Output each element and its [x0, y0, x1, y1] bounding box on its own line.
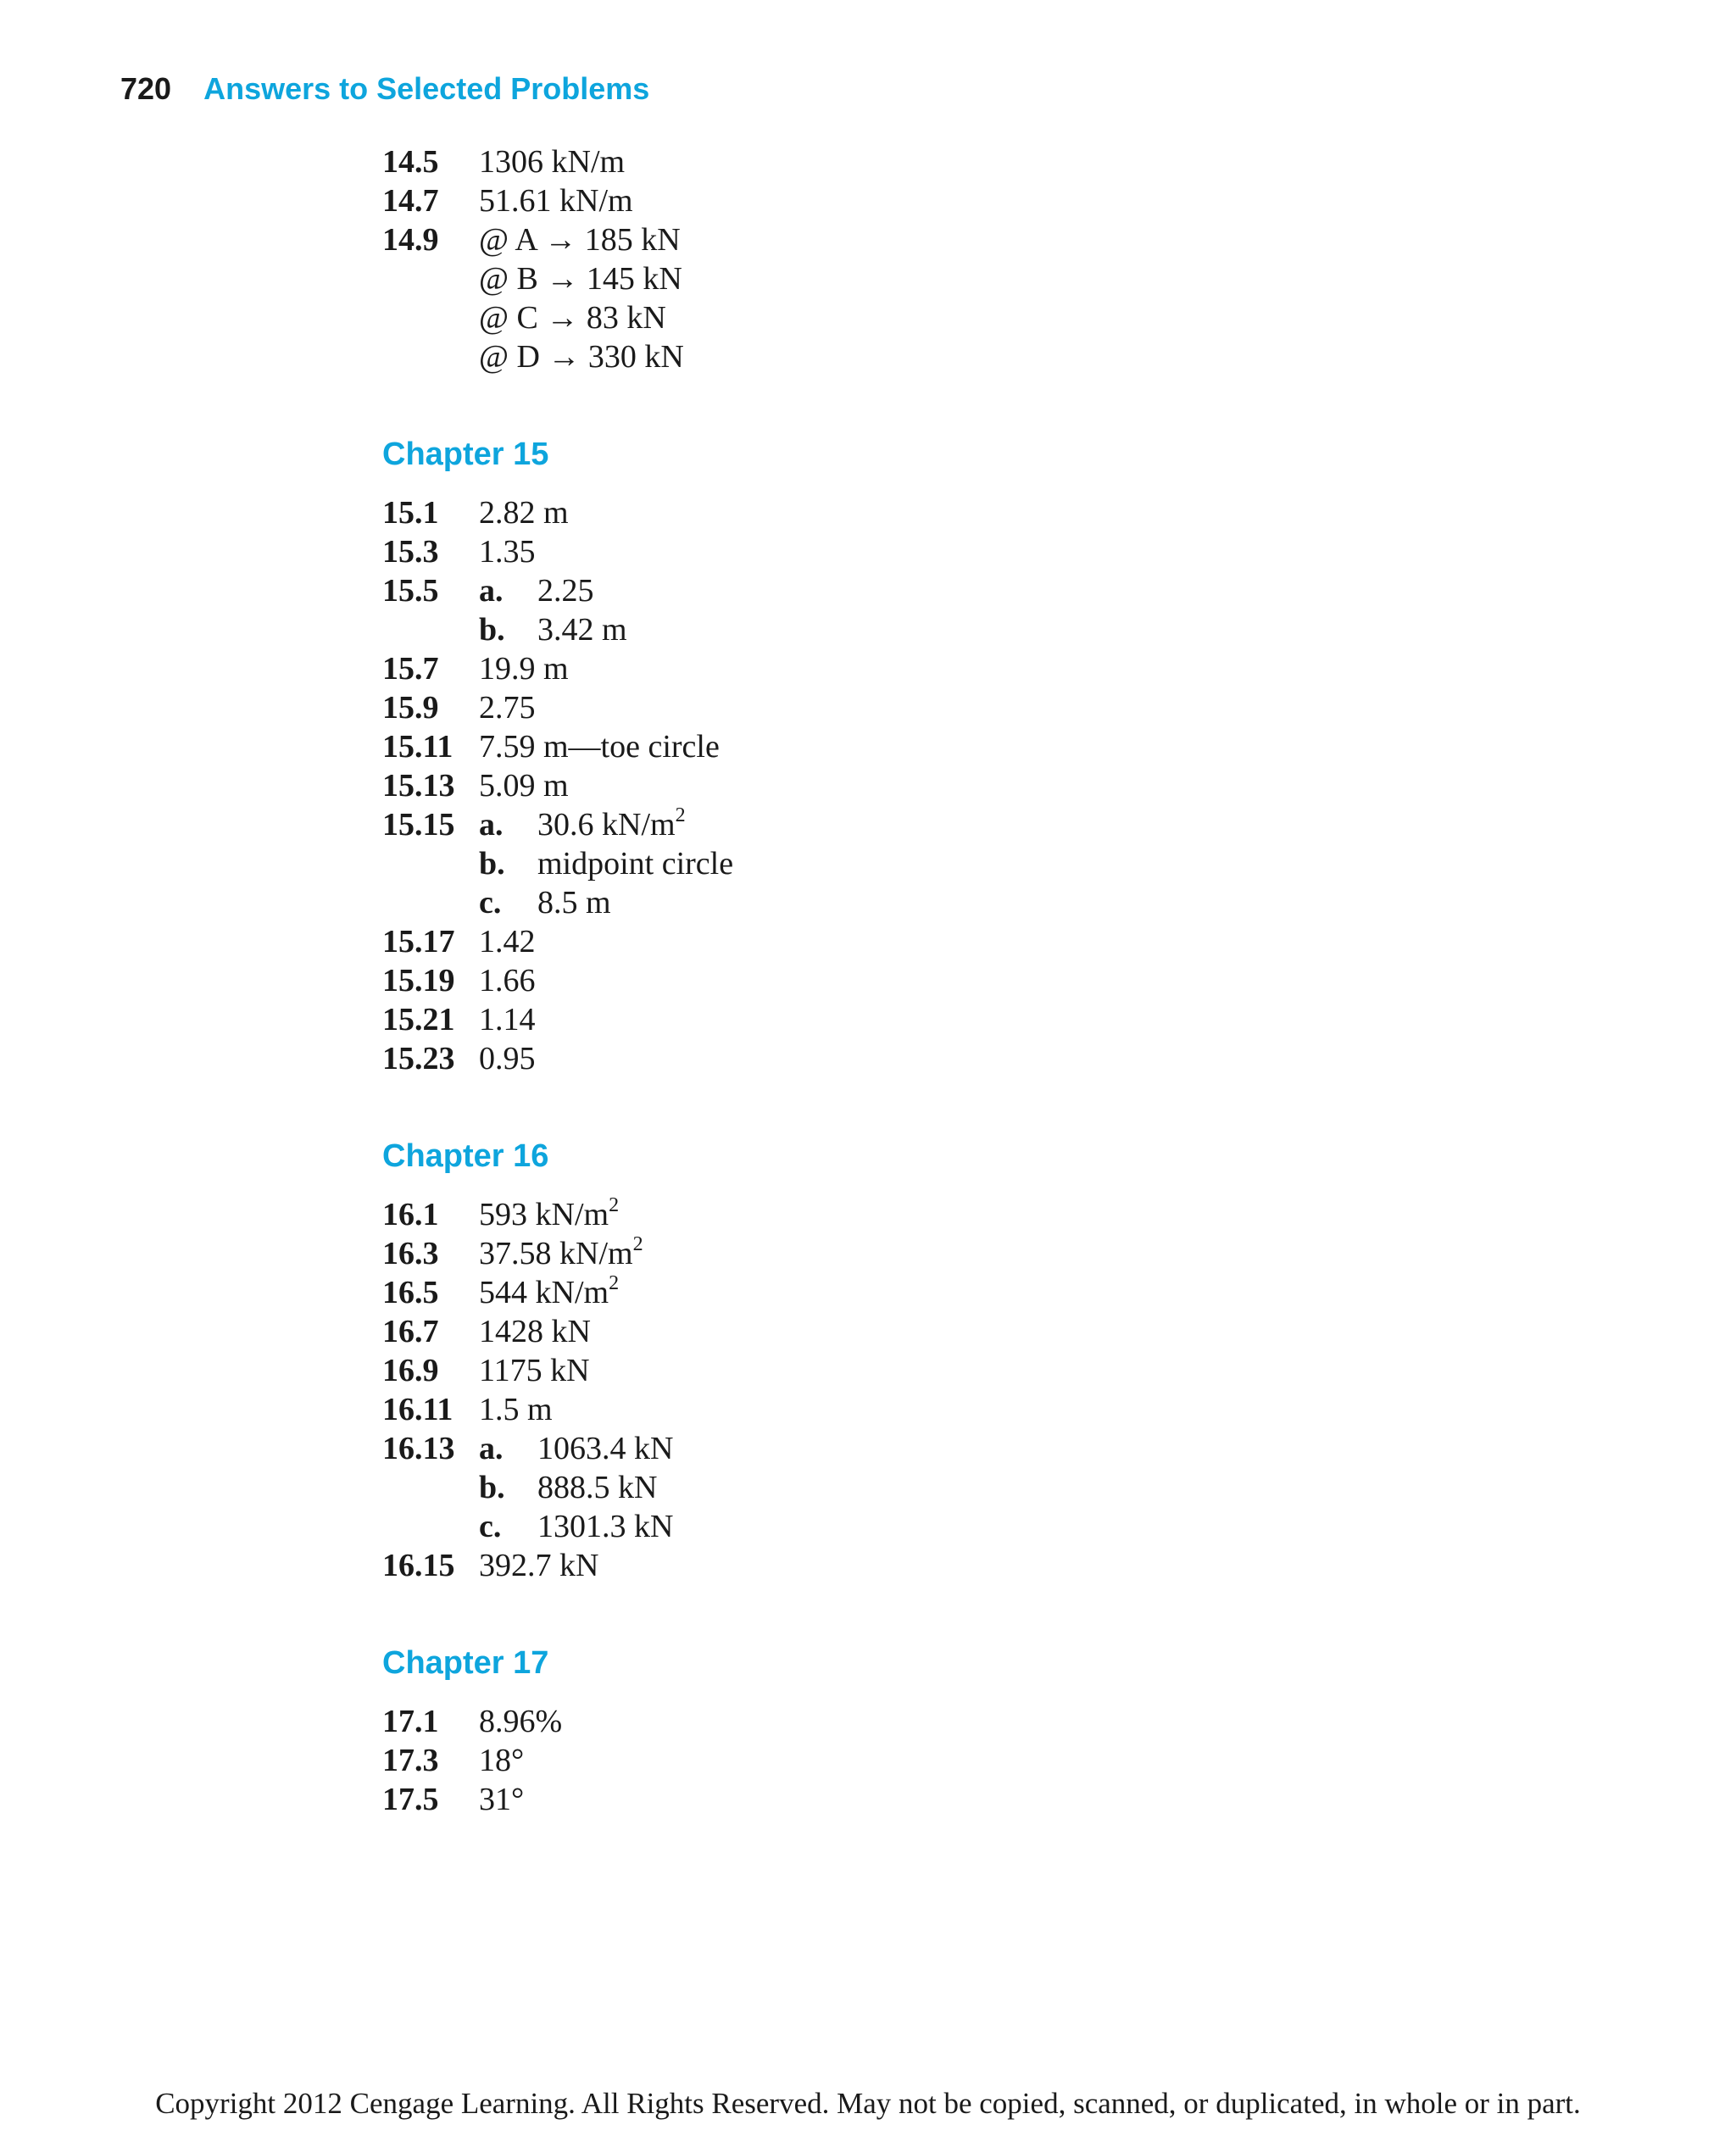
chapter-heading: Chapter 17 — [382, 1645, 549, 1681]
answer-value — [537, 844, 733, 883]
section-spacer — [382, 1078, 1569, 1134]
answer-row — [382, 922, 1569, 961]
answer-value — [479, 961, 536, 1000]
answer-value — [537, 571, 594, 610]
answer-value — [479, 1702, 562, 1741]
answer-value-text: 3.42 m — [537, 612, 627, 648]
answer-value-text: 1.14 — [479, 1002, 536, 1037]
answer-value — [537, 1468, 657, 1507]
answer-value — [479, 1780, 524, 1819]
answer-value — [479, 1000, 536, 1039]
answer-value-text: 8.5 m — [537, 885, 611, 921]
answer-value-text: 51.61 kN/m — [479, 183, 633, 219]
answer-value — [479, 1195, 619, 1234]
answer-value-text: 888.5 kN — [537, 1470, 658, 1505]
answer-value-text: 1428 kN — [479, 1314, 591, 1349]
answer-value-text: 593 kN/m — [479, 1197, 609, 1232]
answer-row — [382, 337, 1569, 376]
answer-value-text: @ B → 145 kN — [479, 261, 682, 297]
answer-value-text: 2.25 — [537, 573, 594, 609]
answer-value — [537, 1429, 673, 1468]
answer-value — [479, 1234, 643, 1273]
problem-number: 15.21 — [382, 1002, 455, 1037]
problem-number: 16.5 — [382, 1275, 439, 1310]
superscript: 2 — [632, 1233, 643, 1256]
answer-row — [382, 727, 1569, 766]
answer-value-text: 1063.4 kN — [537, 1431, 674, 1466]
sub-part-label: b. — [479, 846, 505, 882]
answer-value-text: midpoint circle — [537, 846, 734, 882]
answer-value-text: @ A → 185 kN — [479, 222, 681, 258]
problem-number: 16.9 — [382, 1353, 439, 1388]
problem-number: 15.3 — [382, 534, 439, 570]
answer-value — [479, 1312, 591, 1351]
answer-value — [479, 1273, 619, 1312]
answer-value — [537, 805, 686, 844]
section-spacer — [382, 376, 1569, 432]
problem-number: 15.11 — [382, 729, 453, 765]
superscript: 2 — [609, 1194, 620, 1217]
answer-value-text: 1.5 m — [479, 1392, 553, 1427]
running-head — [120, 71, 649, 114]
problem-number: 15.5 — [382, 573, 439, 609]
problem-number: 15.19 — [382, 963, 455, 998]
chapter-heading: Chapter 15 — [382, 437, 549, 472]
answer-row — [382, 649, 1569, 688]
answer-value-text: 7.59 m—toe circle — [479, 729, 720, 765]
answer-value — [537, 610, 627, 649]
answer-row — [382, 1390, 1569, 1429]
answer-value — [479, 727, 720, 766]
answer-value-text: 1301.3 kN — [537, 1509, 674, 1544]
answer-row — [382, 1546, 1569, 1585]
answer-value — [479, 181, 633, 220]
answer-list — [382, 493, 1569, 1078]
answer-value — [479, 688, 536, 727]
problem-number: 16.15 — [382, 1548, 455, 1583]
answer-row — [382, 1429, 1569, 1468]
answer-value — [537, 883, 611, 922]
problem-number: 15.9 — [382, 690, 439, 726]
answer-value-text: 544 kN/m — [479, 1275, 609, 1310]
answer-row — [382, 883, 1569, 922]
answer-value-text: @ C → 83 kN — [479, 300, 666, 336]
problem-number: 17.5 — [382, 1782, 439, 1817]
page-number: 720 — [120, 71, 172, 106]
heading-spacer — [382, 1685, 1569, 1702]
answer-value-text: 30.6 kN/m — [537, 807, 676, 843]
answer-row — [382, 1507, 1569, 1546]
answer-row — [382, 1468, 1569, 1507]
answer-value — [479, 220, 681, 259]
problem-number: 15.7 — [382, 651, 439, 687]
answer-value-text: 2.82 m — [479, 495, 569, 531]
answer-row — [382, 844, 1569, 883]
answer-row — [382, 1039, 1569, 1078]
problem-number: 15.17 — [382, 924, 455, 959]
answer-row — [382, 220, 1569, 259]
answer-row — [382, 688, 1569, 727]
answers-content — [382, 142, 1569, 1819]
answer-value — [479, 259, 682, 298]
answer-value — [479, 1351, 590, 1390]
answer-row — [382, 1195, 1569, 1234]
answer-value — [479, 1546, 598, 1585]
answer-row — [382, 532, 1569, 571]
answer-value-text: 8.96% — [479, 1704, 563, 1739]
answer-value — [479, 1390, 553, 1429]
answer-row — [382, 610, 1569, 649]
answer-row — [382, 1702, 1569, 1741]
answer-list — [382, 1195, 1569, 1585]
answer-value — [479, 493, 569, 532]
heading-spacer — [382, 1178, 1569, 1195]
problem-number: 16.13 — [382, 1431, 455, 1466]
answer-value-text: 1.66 — [479, 963, 536, 998]
answer-value — [479, 532, 536, 571]
answer-value — [479, 1741, 524, 1780]
answer-row — [382, 1741, 1569, 1780]
answer-value — [479, 649, 569, 688]
superscript: 2 — [609, 1272, 620, 1295]
problem-number: 17.3 — [382, 1743, 439, 1778]
answer-row — [382, 493, 1569, 532]
answer-row — [382, 805, 1569, 844]
sub-part-label: b. — [479, 1470, 505, 1505]
answer-value-text: 1.35 — [479, 534, 536, 570]
answer-row — [382, 1234, 1569, 1273]
answer-row — [382, 142, 1569, 181]
chapter-sections — [382, 376, 1569, 1819]
sub-part-label: c. — [479, 885, 502, 921]
answer-value-text: 2.75 — [479, 690, 536, 726]
answer-value-text: @ D → 330 kN — [479, 339, 684, 375]
sub-part-label: b. — [479, 612, 505, 648]
heading-spacer — [382, 476, 1569, 493]
superscript: 2 — [675, 804, 686, 827]
answer-value-text: 1306 kN/m — [479, 144, 626, 180]
answer-value-text: 31° — [479, 1782, 525, 1817]
answer-value-text: 1.42 — [479, 924, 536, 959]
problem-number: 16.3 — [382, 1236, 439, 1271]
problem-number: 14.7 — [382, 183, 439, 219]
answer-value-text: 18° — [479, 1743, 525, 1778]
answer-list — [382, 1702, 1569, 1819]
problem-number: 15.1 — [382, 495, 439, 531]
copyright-notice: Copyright 2012 Cengage Learning. All Rights Reserved. May not be copied, scanned, or duplicated, in whole or in part. — [155, 2087, 1581, 2120]
answer-value-text: 19.9 m — [479, 651, 569, 687]
problem-number: 15.23 — [382, 1041, 455, 1076]
answer-row — [382, 961, 1569, 1000]
problem-number: 14.9 — [382, 222, 439, 258]
answer-value-text: 37.58 kN/m — [479, 1236, 633, 1271]
answer-value — [479, 298, 666, 337]
answer-row — [382, 298, 1569, 337]
answer-row — [382, 1000, 1569, 1039]
problem-number: 17.1 — [382, 1704, 439, 1739]
answer-row — [382, 1273, 1569, 1312]
chapter-heading: Chapter 16 — [382, 1138, 549, 1174]
problem-number: 15.13 — [382, 768, 455, 804]
sub-part-label: a. — [479, 573, 504, 609]
problem-number: 16.7 — [382, 1314, 439, 1349]
answer-row — [382, 1312, 1569, 1351]
answer-value — [479, 1039, 536, 1078]
answer-row — [382, 766, 1569, 805]
answer-row — [382, 1780, 1569, 1819]
sub-part-label: c. — [479, 1509, 502, 1544]
problem-number: 16.1 — [382, 1197, 439, 1232]
answer-row — [382, 259, 1569, 298]
problem-number: 14.5 — [382, 144, 439, 180]
answer-value — [479, 922, 536, 961]
running-title: Answers to Selected Problems — [203, 71, 650, 106]
answer-value-text: 392.7 kN — [479, 1548, 599, 1583]
problem-number: 16.11 — [382, 1392, 453, 1427]
answer-value-text: 5.09 m — [479, 768, 569, 804]
sub-part-label: a. — [479, 807, 504, 843]
answer-row — [382, 571, 1569, 610]
answer-value-text: 1175 kN — [479, 1353, 590, 1388]
answer-value — [537, 1507, 673, 1546]
answer-value — [479, 766, 569, 805]
section-spacer — [382, 1585, 1569, 1641]
answer-value — [479, 142, 625, 181]
answer-row — [382, 1351, 1569, 1390]
answer-row — [382, 181, 1569, 220]
answer-list-chapter-14 — [382, 142, 1569, 376]
answer-value-text: 0.95 — [479, 1041, 536, 1076]
sub-part-label: a. — [479, 1431, 504, 1466]
problem-number: 15.15 — [382, 807, 455, 843]
answer-value — [479, 337, 684, 376]
